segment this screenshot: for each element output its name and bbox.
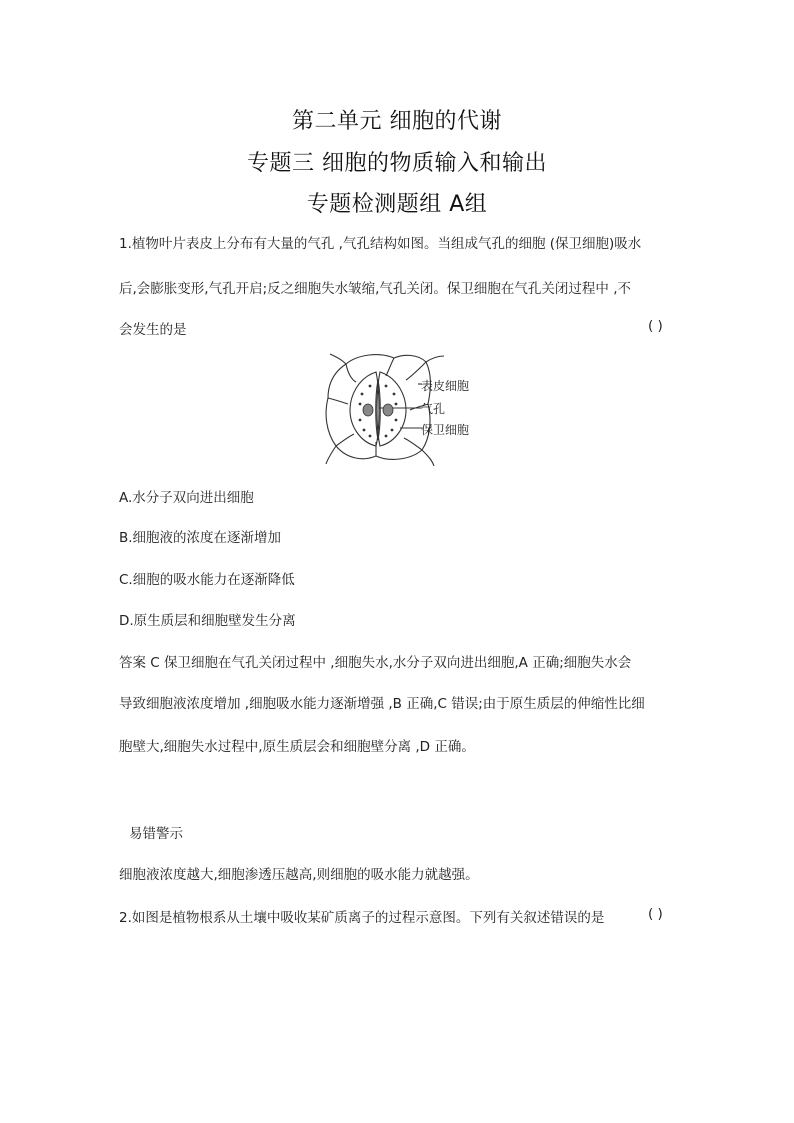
nucleus-left (363, 404, 373, 416)
chloroplast (359, 403, 362, 406)
warning-text: 细胞液浓度越大,细胞渗透压越高,则细胞的吸水能力就越强。 (119, 867, 479, 883)
epidermal-cell-wall-12 (326, 446, 336, 464)
epidermal-cell-wall-11 (422, 450, 434, 466)
option-c: C.细胞的吸水能力在逐渐降低 (119, 572, 295, 588)
answer-line-3: 胞壁大,细胞失水过程中,原生质层会和细胞壁分离 ,D 正确。 (119, 739, 475, 755)
chloroplast (369, 385, 372, 388)
option-b: B.细胞液的浓度在逐渐增加 (119, 530, 282, 546)
answer-line-1: 答案 C 保卫细胞在气孔关闭过程中 ,细胞失水,水分子双向进出细胞,A 正确;细胞失水会 (119, 655, 632, 671)
chloroplast (363, 429, 366, 432)
question-1-line-1: 1.植物叶片表皮上分布有大量的气孔 ,气孔结构如图。当组成气孔的细胞 (保卫细胞)吸水 (119, 236, 642, 252)
epidermal-cell-wall-5 (404, 438, 422, 450)
option-d: D.原生质层和细胞壁发生分离 (119, 613, 296, 629)
stomata-drawing (318, 350, 478, 468)
question-1-answer-blank: ( ) (648, 318, 663, 334)
epidermal-cell-wall-8 (328, 398, 348, 404)
chloroplast (359, 419, 362, 422)
unit-title: 第二单元 细胞的代谢 (292, 109, 502, 134)
epidermal-cell-wall-9 (330, 354, 346, 364)
epidermal-cell-wall-7 (336, 434, 354, 446)
nucleus-right (383, 404, 393, 416)
label-stoma: 气孔 (421, 402, 446, 416)
epidermal-cell-wall-10 (426, 356, 444, 362)
chloroplast (393, 393, 396, 396)
chloroplast (385, 435, 388, 438)
epidermal-cell-outline (326, 355, 430, 460)
warning-label: 易错警示 (129, 826, 183, 842)
question-1-line-2: 后,会膨胀变形,气孔开启;反之细胞失水皱缩,气孔关闭。保卫细胞在气孔关闭过程中 ,不 (119, 281, 632, 297)
answer-line-2: 导致细胞液浓度增加 ,细胞吸水能力逐渐增强 ,B 正确,C 错误;由于原生质层的伸缩性比细 (119, 696, 645, 712)
topic-title: 专题三 细胞的物质输入和输出 (247, 151, 547, 176)
chloroplast (385, 385, 388, 388)
section-title: 专题检测题组 A组 (306, 192, 488, 217)
label-guard-cell: 保卫细胞 (421, 423, 470, 437)
epidermal-cell-wall-1 (346, 364, 356, 382)
question-2-answer-blank: ( ) (648, 906, 663, 922)
chloroplast (369, 435, 372, 438)
label-epidermal-cell: 表皮细胞 (421, 379, 470, 393)
question-1-line-3: 会发生的是 (119, 322, 187, 338)
epidermal-cell-wall-2 (386, 358, 394, 376)
question-2-line-1: 2.如图是植物根系从土壤中吸收某矿质离子的过程示意图。下列有关叙述错误的是 (119, 910, 605, 926)
chloroplast (395, 419, 398, 422)
stomata-diagram (318, 350, 478, 468)
option-a: A.水分子双向进出细胞 (119, 490, 254, 506)
chloroplast (395, 403, 398, 406)
chloroplast (391, 429, 394, 432)
chloroplast (361, 393, 364, 396)
